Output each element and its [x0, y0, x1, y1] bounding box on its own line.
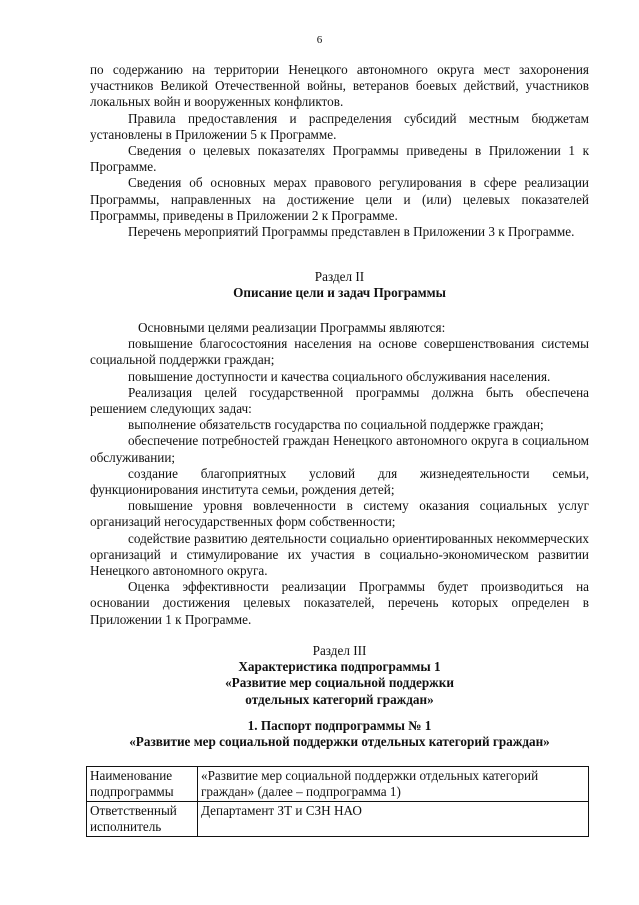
- section-3-heading: [90, 643, 589, 708]
- paragraph: Перечень мероприятий Программы представлен в Приложении 3 к Программе.: [128, 224, 575, 240]
- page-number: 6: [316, 34, 323, 46]
- passport-heading: [90, 718, 589, 750]
- table-row: [87, 802, 589, 837]
- task-item: содействие развитию деятельности социально ориентированных некоммерческих организаций и стимулирование их участия в социально-экономическом развитии Ненецкого автономного округа.: [90, 530, 589, 579]
- tasks-intro: Реализация целей государственной программы должна быть обеспечена решением следующих задач:: [90, 384, 589, 417]
- task-item: выполнение обязательств государства по социальной поддержке граждан;: [128, 417, 544, 433]
- table-cell-label: Наименование подпрограммы: [87, 767, 198, 802]
- top-paragraphs: [90, 62, 589, 240]
- paragraph: Сведения об основных мерах правового регулирования в сфере реализации Программы, направленных на достижение цели и (или) целевых показателей Программы, приведены в Приложении 2 к Программе.: [90, 175, 589, 223]
- passport-title-line: «Развитие мер социальной поддержки отдельных категорий граждан»: [129, 734, 550, 750]
- paragraph: Сведения о целевых показателях Программы приведены в Приложении 1 к Программе.: [90, 143, 589, 175]
- section-3-title-line: отдельных категорий граждан»: [245, 691, 434, 707]
- section-3-title-line: «Развитие мер социальной поддержки: [225, 675, 454, 691]
- task-item: повышение уровня вовлеченности в систему оказания социальных услуг организаций негосударственных форм собственности;: [90, 498, 589, 530]
- section-2-body: [90, 320, 589, 628]
- section-3-label: Раздел III: [312, 643, 367, 658]
- passport-title-line: 1. Паспорт подпрограммы № 1: [247, 718, 432, 733]
- task-item: создание благоприятных условий для жизнедеятельности семьи, функционирования института семьи, рождения детей;: [90, 465, 589, 498]
- table-cell-value: «Развитие мер социальной поддержки отдельных категорий граждан» (далее – подпрограмма 1): [198, 767, 589, 802]
- section-3-title-line: Характеристика подпрограммы 1: [238, 659, 441, 675]
- section-2-label: Раздел II: [314, 269, 365, 284]
- table-cell-value: Департамент ЗТ и СЗН НАО: [198, 802, 589, 837]
- paragraph: Правила предоставления и распределения субсидий местным бюджетам установлены в Приложении 5 к Программе.: [90, 110, 589, 142]
- section-2-heading: [90, 269, 589, 301]
- goal-item: повышение доступности и качества социального обслуживания населения.: [128, 368, 551, 384]
- task-item: обеспечение потребностей граждан Ненецкого автономного округа в социальном обслуживании;: [90, 433, 589, 465]
- passport-table: [86, 766, 589, 837]
- goal-item: повышение благосостояния населения на основе совершенствования системы социальной поддержки граждан;: [90, 336, 589, 368]
- table-cell-label: Ответственный исполнитель: [87, 802, 198, 837]
- evaluation-paragraph: Оценка эффективности реализации Программы будет производиться на основании достижения целевых показателей, перечень которых определен в Приложении 1 к Программе.: [90, 579, 589, 627]
- paragraph: по содержанию на территории Ненецкого автономного округа мест захоронения участников Великой Отечественной войны, ветеранов боевых действий, участников локальных войн и вооруженных конфликтов.: [90, 62, 589, 110]
- goals-intro: Основными целями реализации Программы являются:: [138, 320, 446, 335]
- section-2-title: Описание цели и задач Программы: [233, 285, 446, 301]
- table-row: [87, 767, 589, 802]
